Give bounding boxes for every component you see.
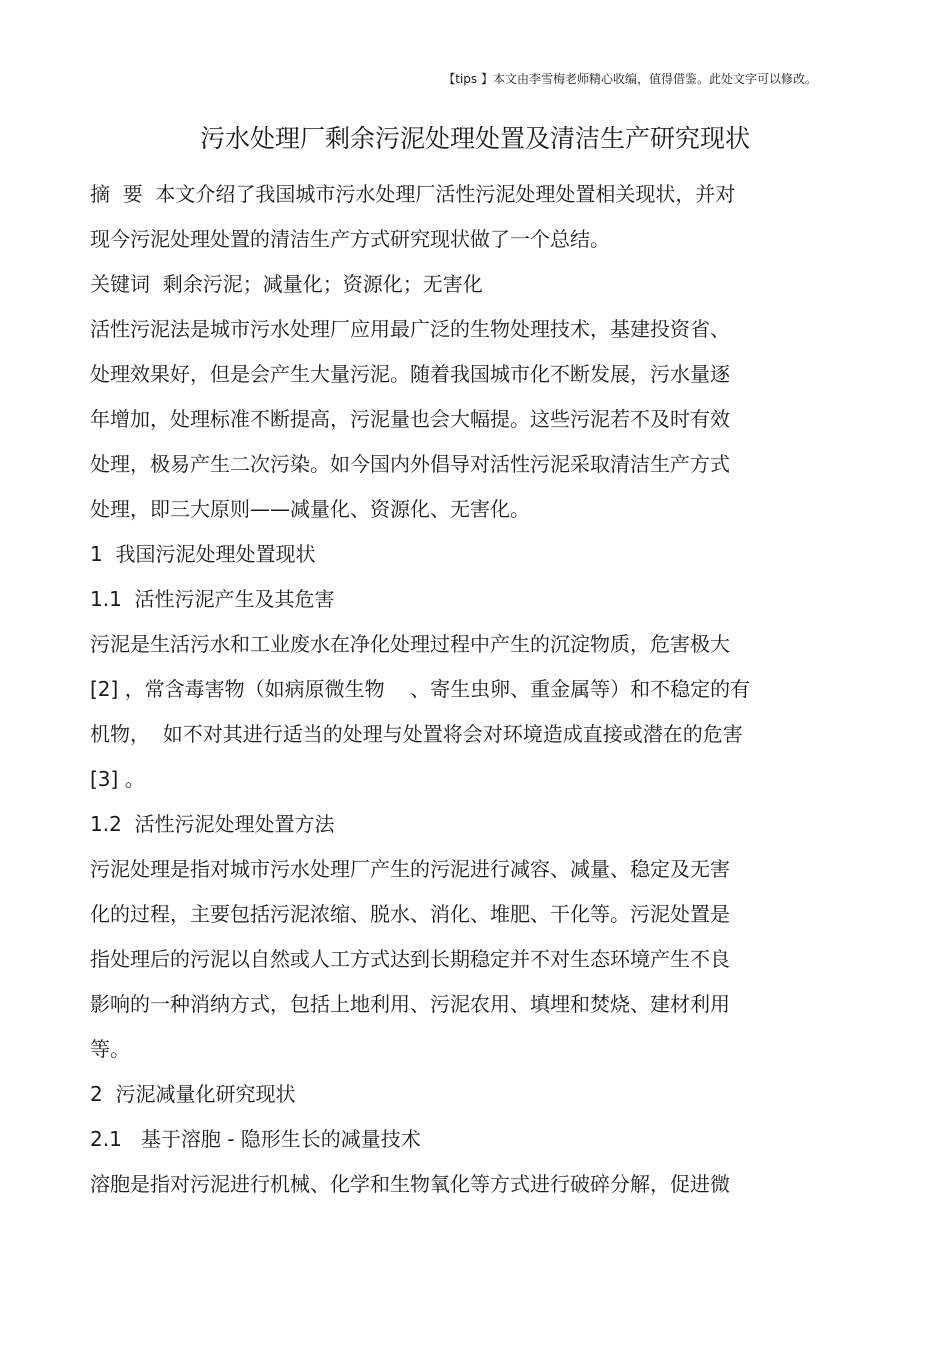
- document-title: 污水处理厂剩余污泥处理处置及清洁生产研究现状: [199, 124, 750, 153]
- section-1-2-line-2: 化的过程，主要包括污泥浓缩、脱水、消化、堆肥、干化等。污泥处置是: [90, 902, 730, 926]
- section-2-1-line-1: 溶胞是指对污泥进行机械、化学和生物氧化等方式进行破碎分解，促进微: [90, 1172, 730, 1196]
- section-1-1-line-1: 污泥是生活污水和工业废水在净化处理过程中产生的沉淀物质，危害极大: [90, 632, 730, 656]
- tips-note: 【tips 】本文由李雪梅老师精心收编，值得借鉴。此处文字可以修改。: [443, 72, 817, 86]
- section-2-1-heading: 2.1 基于溶胞 - 隐形生长的减量技术: [90, 1127, 421, 1151]
- intro-line-4: 处理，极易产生二次污染。如今国内外倡导对活性污泥采取清洁生产方式: [90, 452, 730, 476]
- section-1-1-line-3: 机物， 如不对其进行适当的处理与处置将会对环境造成直接或潜在的危害: [90, 722, 743, 746]
- section-1-2-heading: 1.2 活性污泥处理处置方法: [90, 812, 335, 836]
- intro-line-1: 活性污泥法是城市污水处理厂应用最广泛的生物处理技术，基建投资省、: [90, 317, 730, 341]
- intro-line-5: 处理，即三大原则——减量化、资源化、无害化。: [90, 497, 530, 521]
- section-1-1-heading: 1.1 活性污泥产生及其危害: [90, 587, 335, 611]
- section-1-2-line-3: 指处理后的污泥以自然或人工方式达到长期稳定并不对生态环境产生不良: [90, 947, 730, 971]
- section-1-heading: 1 我国污泥处理处置现状: [90, 542, 316, 566]
- section-1-2-line-4: 影响的一种消纳方式，包括上地利用、污泥农用、填埋和焚烧、建材利用: [90, 992, 730, 1016]
- intro-line-2: 处理效果好，但是会产生大量污泥。随着我国城市化不断发展，污水量逐: [90, 362, 730, 386]
- section-2-heading: 2 污泥减量化研究现状: [90, 1082, 296, 1106]
- section-1-1-line-4: [3] 。: [90, 767, 145, 791]
- keywords-line: 关键词 剩余污泥；减量化；资源化；无害化: [90, 272, 483, 296]
- section-1-2-line-5: 等。: [90, 1037, 130, 1061]
- section-1-1-line-2: [2] ，常含毒害物（如病原微生物 、寄生虫卵、重金属等）和不稳定的有: [90, 677, 751, 701]
- intro-line-3: 年增加，处理标准不断提高，污泥量也会大幅提。这些污泥若不及时有效: [90, 407, 730, 431]
- abstract-line-2: 现今污泥处理处置的清洁生产方式研究现状做了一个总结。: [90, 227, 610, 251]
- abstract-line-1: 摘 要 本文介绍了我国城市污水处理厂活性污泥处理处置相关现状，并对: [90, 182, 736, 206]
- section-1-2-line-1: 污泥处理是指对城市污水处理厂产生的污泥进行减容、减量、稳定及无害: [90, 857, 730, 881]
